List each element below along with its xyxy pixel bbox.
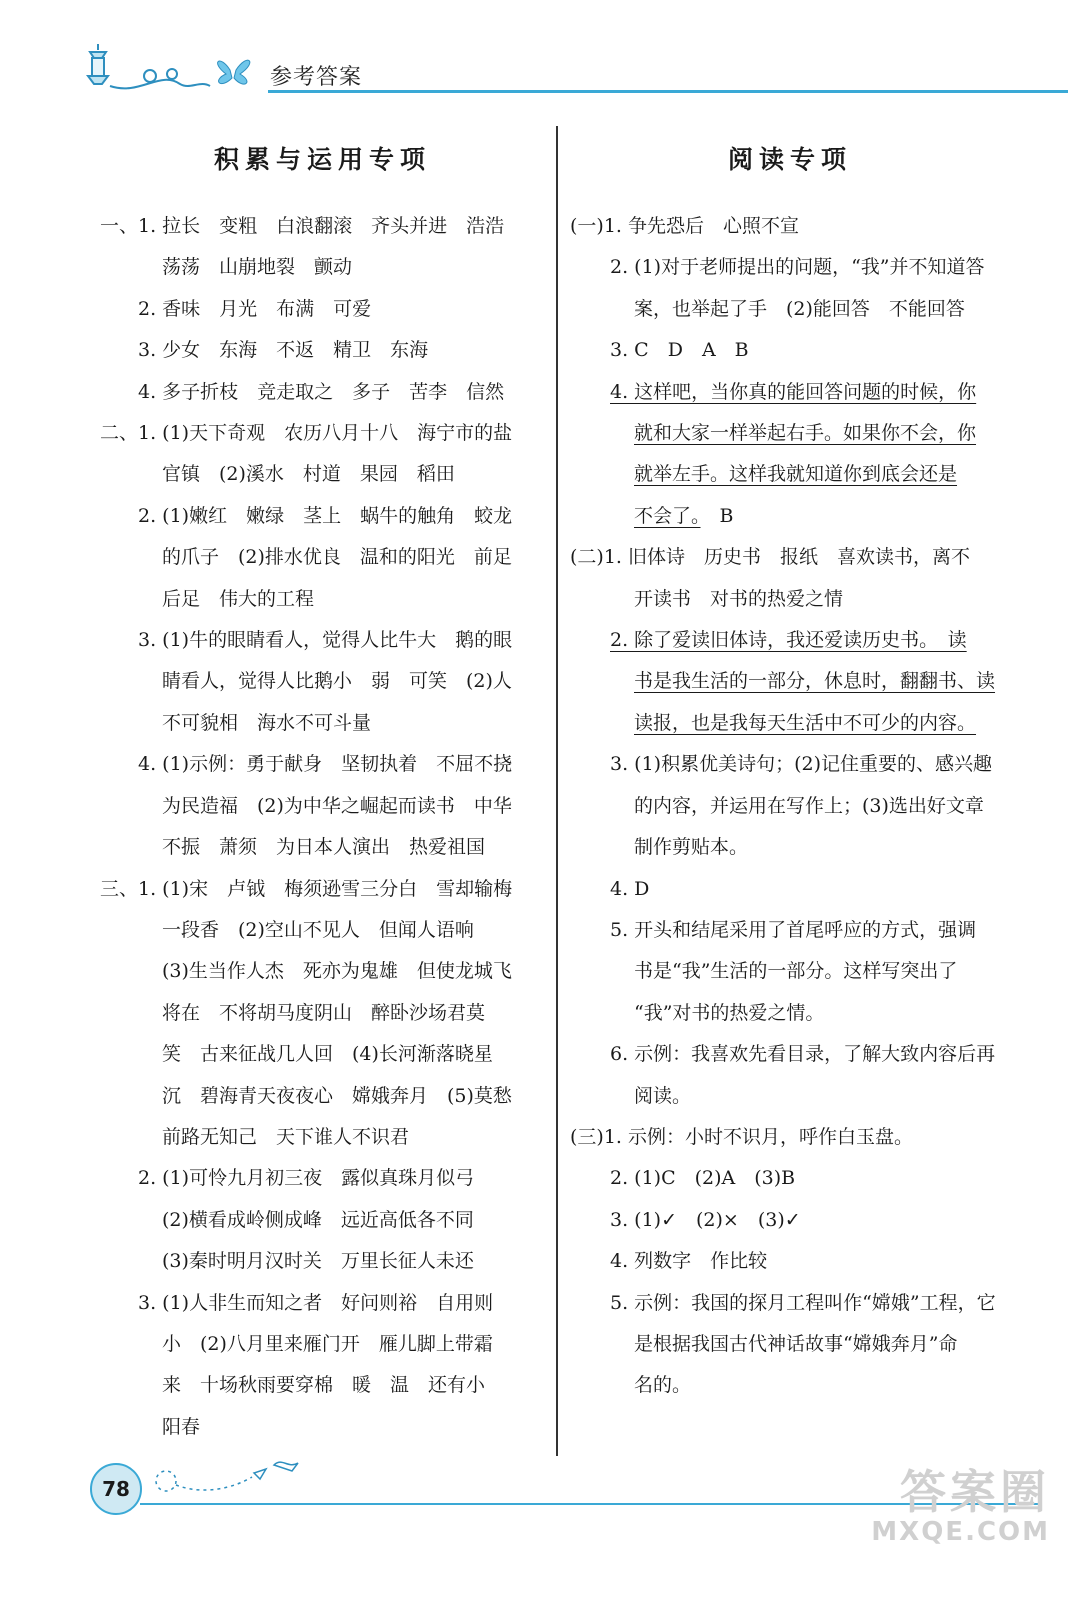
answer-text: 三、1. (1)宋 卢钺 梅须逊雪三分白 雪却输梅 [100, 877, 513, 900]
answer-line [100, 413, 545, 454]
answer-line [570, 1324, 1010, 1365]
answer-line [570, 869, 1010, 910]
answer-text: 4. 这样吧，当你真的能回答问题的时候，你 [610, 380, 977, 403]
answer-text: 就举左手。这样我就知道你到底会还是 [634, 463, 958, 486]
answer-text: 4. 多子折枝 竞走取之 多子 苦李 信然 [138, 380, 505, 403]
answer-line [570, 454, 1010, 495]
answer-line [100, 1117, 545, 1158]
answer-text: 睛看人，觉得人比鹅小 弱 可笑 (2)人 [162, 670, 512, 693]
answer-line [570, 330, 1010, 371]
header-rule [268, 90, 1068, 93]
answer-line [100, 993, 545, 1034]
answer-line [100, 786, 545, 827]
watermark-main: 答案圈 [900, 1465, 1050, 1519]
answer-line [570, 910, 1010, 951]
answer-line [570, 744, 1010, 785]
answer-text: 一、1. 拉长 变粗 白浪翻滚 齐头并进 浩浩 [100, 215, 505, 237]
answer-text: (一)1. 争先恐后 心照不宣 [570, 215, 799, 237]
answer-line [100, 1076, 545, 1117]
answer-text: 5. 示例：我国的探月工程叫作“嫦娥”工程，它 [610, 1291, 996, 1314]
answer-text: 二、1. (1)天下奇观 农历八月十八 海宁市的盐 [100, 422, 513, 445]
answer-text: 6. 示例：我喜欢先看目录，了解大致内容后再 [610, 1043, 996, 1066]
answer-line [570, 247, 1010, 288]
answer-text: (3)秦时明月汉时关 万里长征人未还 [162, 1250, 474, 1273]
answer-line [100, 537, 545, 578]
answer-line [570, 206, 1010, 247]
answer-text: 为民造福 (2)为中华之崛起而读书 中华 [162, 794, 512, 817]
page-header [80, 40, 1080, 110]
answer-line [570, 413, 1010, 454]
answer-line [570, 1365, 1010, 1406]
answer-text: 2. (1)对于老师提出的问题，“我”并不知道答 [610, 256, 985, 279]
answer-text: 小 (2)八月里来雁门开 雁儿脚上带霜 [162, 1332, 493, 1355]
answer-choice: B [700, 504, 734, 527]
answer-line [100, 206, 545, 247]
answer-text: 书是我生活的一部分，休息时，翻翻书、读 [634, 670, 996, 693]
answer-line [100, 1283, 545, 1324]
answer-line [570, 1034, 1010, 1075]
answer-line [570, 1241, 1010, 1282]
answer-text: 阳春 [162, 1415, 201, 1438]
answer-text: 3. (1)积累优美诗句；(2)记住重要的、感兴趣 [610, 753, 992, 776]
answer-line [570, 1076, 1010, 1117]
answer-text: 4. D [610, 877, 650, 900]
answer-text: “我”对书的热爱之情。 [634, 1001, 825, 1024]
page-number: 78 [90, 1463, 142, 1515]
answer-text: 4. (1)示例：勇于献身 坚韧执着 不屈不挠 [138, 753, 513, 776]
answer-text: 2. 除了爱读旧体诗，我还爱读历史书。 读 [610, 629, 967, 652]
answer-text: (三)1. 示例：小时不识月，呼作白玉盘。 [570, 1125, 913, 1148]
answer-text: 阅读。 [634, 1084, 692, 1107]
answer-text: 不振 萧须 为日本人演出 热爱祖国 [162, 836, 486, 859]
answer-text: 的内容，并运用在写作上；(3)选出好文章 [634, 794, 984, 817]
answer-text: 就和大家一样举起右手。如果你不会，你 [634, 422, 977, 445]
answer-line [100, 247, 545, 288]
watermark [871, 1467, 1050, 1547]
answer-line [570, 537, 1010, 578]
answer-text: 后足 伟大的工程 [162, 587, 315, 610]
answer-text: 官镇 (2)溪水 村道 果园 稻田 [162, 463, 455, 486]
answer-line [100, 1034, 545, 1075]
answer-text: 3. 少女 东海 不返 精卫 东海 [138, 339, 429, 362]
answer-line [100, 454, 545, 495]
answer-text: (3)生当作人杰 死亦为鬼雄 但使龙城飞 [162, 960, 512, 983]
header-title: 参考答案 [270, 65, 363, 90]
answer-text: 来 十场秋雨要穿棉 暖 温 还有小 [162, 1374, 486, 1397]
answer-text: 3. C D A B [610, 339, 749, 362]
answer-text: 5. 开头和结尾采用了首尾呼应的方式，强调 [610, 918, 977, 941]
answer-line [570, 951, 1010, 992]
answer-line [100, 1158, 545, 1199]
answer-line [570, 993, 1010, 1034]
answer-line [100, 827, 545, 868]
answer-text: 名的。 [634, 1374, 692, 1397]
answer-text: 沉 碧海青天夜夜心 嫦娥奔月 (5)莫愁 [162, 1084, 512, 1107]
answer-text: 2. (1)C (2)A (3)B [610, 1167, 796, 1190]
column-divider [556, 126, 558, 1456]
answer-text: 将在 不将胡马度阴山 醉卧沙场君莫 [162, 1001, 486, 1024]
answer-text: 书是“我”生活的一部分。这样写突出了 [634, 960, 958, 983]
answer-list-reading [570, 206, 1010, 1407]
answer-line [100, 661, 545, 702]
answer-line [100, 620, 545, 661]
section-title-accumulation: 积累与运用专项 [213, 145, 431, 174]
answer-text: 2. (1)可怜九月初三夜 露似真珠月似弓 [138, 1167, 475, 1190]
answer-line [570, 786, 1010, 827]
answer-text: 开读书 对书的热爱之情 [634, 587, 844, 610]
answer-line [570, 496, 1010, 537]
lantern-butterfly-decoration-icon [80, 40, 270, 100]
answer-text: 荡荡 山崩地裂 颤动 [162, 256, 353, 279]
answer-text: 不会了。 [634, 504, 701, 527]
answer-line [570, 372, 1010, 413]
answer-text: 2. 香味 月光 布满 可爱 [138, 297, 372, 320]
answer-line [570, 289, 1010, 330]
answer-text: 是根据我国古代神话故事“嫦娥奔月”命 [634, 1332, 958, 1355]
answer-text: 4. 列数字 作比较 [610, 1250, 768, 1273]
answer-line [100, 703, 545, 744]
answer-line [100, 869, 545, 910]
answer-text: 2. (1)嫩红 嫩绿 茎上 蜗牛的触角 蛟龙 [138, 504, 513, 527]
answer-line [100, 951, 545, 992]
answer-text: 3. (1)✓ (2)× (3)✓ [610, 1208, 801, 1231]
answer-line [570, 661, 1010, 702]
answer-text: 不可貌相 海水不可斗量 [162, 711, 372, 734]
answer-text: 制作剪贴本。 [634, 836, 749, 859]
answer-line [100, 910, 545, 951]
answer-text: (2)横看成岭侧成峰 远近高低各不同 [162, 1208, 474, 1231]
answer-line [100, 330, 545, 371]
answer-line [570, 1117, 1010, 1158]
answer-line [100, 1324, 545, 1365]
page-footer [80, 1455, 1080, 1555]
answer-text: (二)1. 旧体诗 历史书 报纸 喜欢读书，离不 [570, 546, 970, 569]
answer-text: 读报，也是我每天生活中不可少的内容。 [634, 711, 977, 734]
answer-line [100, 289, 545, 330]
answer-line [100, 1407, 545, 1448]
answer-line [100, 372, 545, 413]
answer-line [570, 620, 1010, 661]
answer-line [100, 579, 545, 620]
answer-line [100, 1241, 545, 1282]
answer-line [570, 1200, 1010, 1241]
answer-line [100, 744, 545, 785]
answer-list-accumulation [100, 206, 545, 1448]
answer-line [100, 1365, 545, 1406]
answer-line [570, 1158, 1010, 1199]
answer-text: 一段香 (2)空山不见人 但闻人语响 [162, 918, 474, 941]
column-reading [570, 140, 1010, 1407]
answer-line [570, 827, 1010, 868]
watermark-url: MXQE.COM [871, 1517, 1050, 1547]
answer-line [100, 496, 545, 537]
column-accumulation [100, 140, 545, 1448]
dotted-bird-decoration-icon [142, 1455, 312, 1501]
answer-line [570, 703, 1010, 744]
answer-line [570, 1283, 1010, 1324]
answer-text: 3. (1)人非生而知之者 好问则裕 自用则 [138, 1291, 494, 1314]
answer-text: 3. (1)牛的眼睛看人，觉得人比牛大 鹅的眼 [138, 629, 513, 652]
answer-line [570, 579, 1010, 620]
answer-text: 前路无知己 天下谁人不识君 [162, 1125, 410, 1148]
answer-text: 的爪子 (2)排水优良 温和的阳光 前足 [162, 546, 512, 569]
section-title-reading: 阅读专项 [727, 145, 852, 174]
answer-text: 笑 古来征战几人回 (4)长河渐落晓星 [162, 1043, 493, 1066]
answer-text: 案，也举起了手 (2)能回答 不能回答 [634, 297, 965, 320]
answer-line [100, 1200, 545, 1241]
